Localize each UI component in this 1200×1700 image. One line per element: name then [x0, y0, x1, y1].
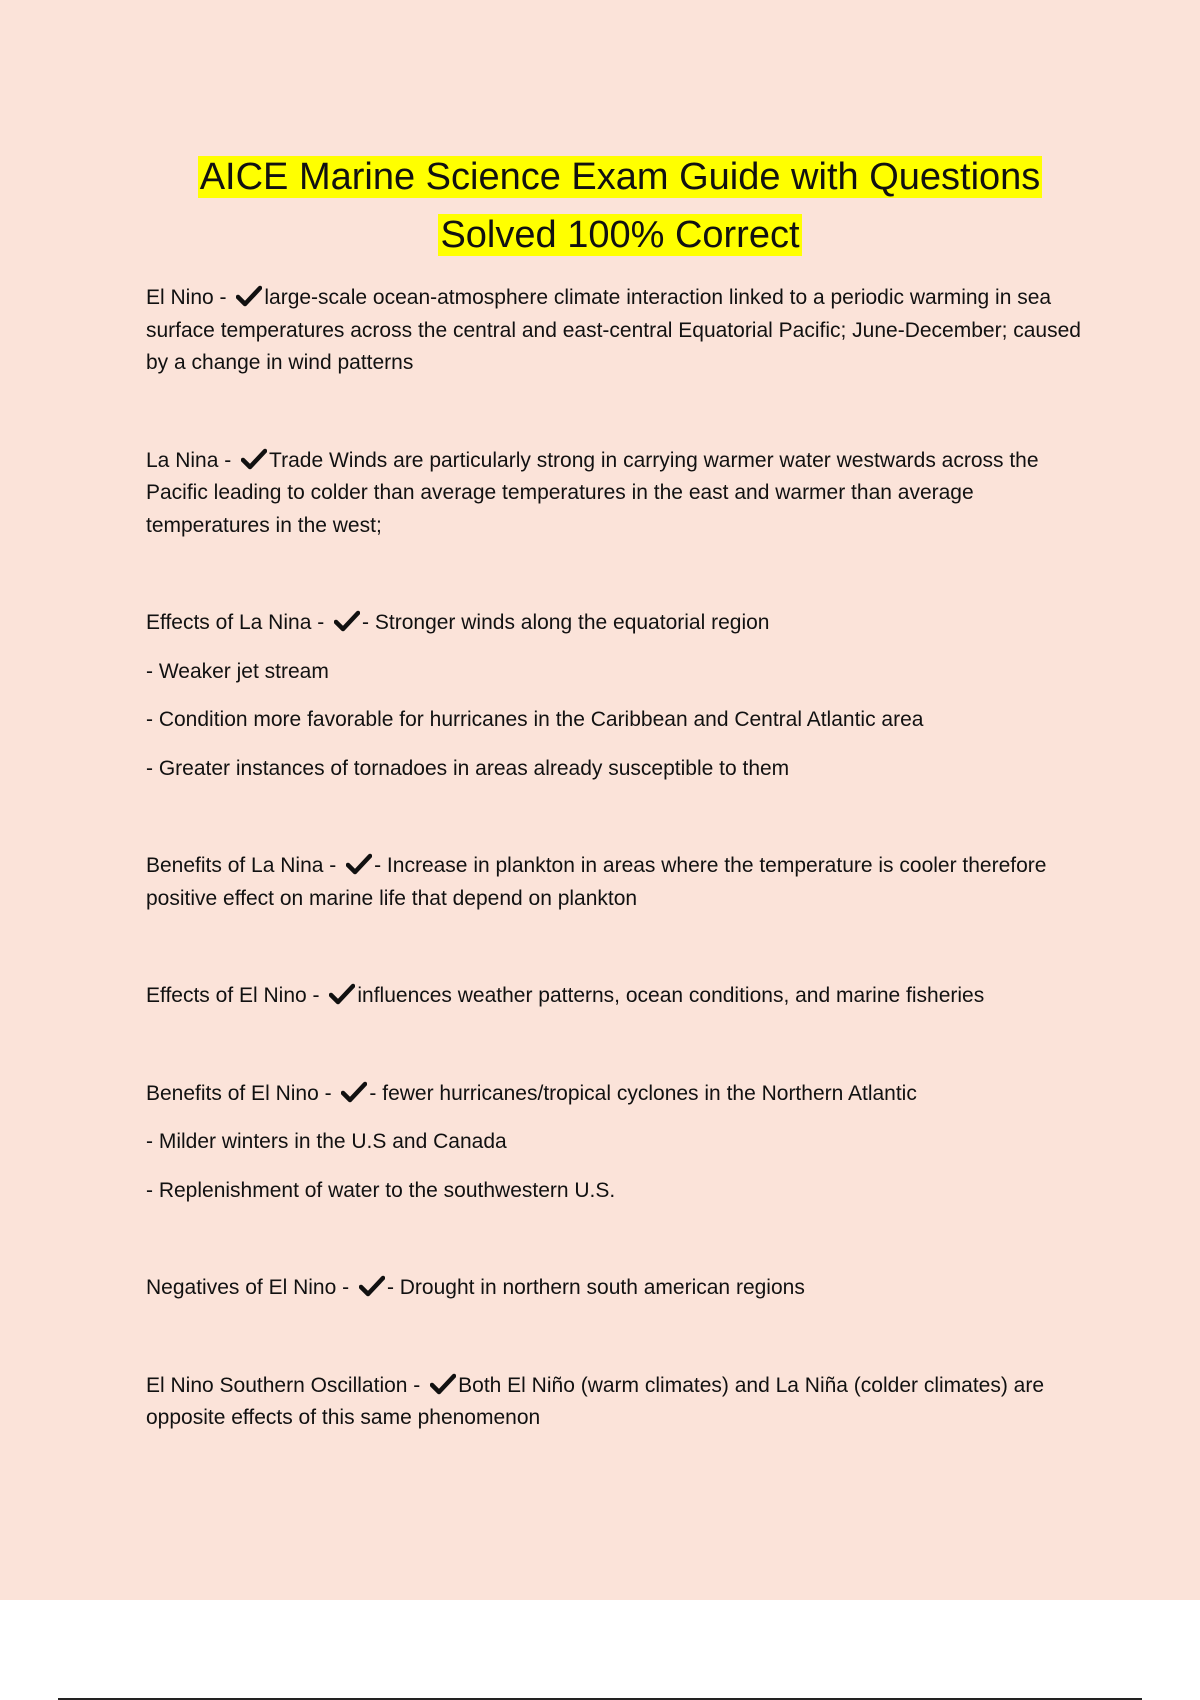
qa-entry: [146, 1272, 1094, 1305]
title-line-2: Solved 100% Correct: [440, 214, 800, 256]
checkmark-icon: [241, 448, 267, 470]
qa-entry: [146, 1078, 1094, 1208]
qa-entry: [146, 445, 1094, 543]
entry-term: Benefits of El Nino -: [146, 1081, 338, 1105]
entry-first-line: [146, 980, 1094, 1013]
entry-text: - Replenishment of water to the southwestern U.S.: [146, 1178, 616, 1202]
entry-first-line: [146, 282, 1094, 380]
entry-first-line: [146, 850, 1094, 915]
qa-entry: [146, 282, 1094, 380]
title-line-1: AICE Marine Science Exam Guide with Questions: [199, 156, 1041, 198]
document-title: [146, 148, 1094, 264]
entry-text: - Weaker jet stream: [146, 659, 329, 683]
entry-term: Effects of El Nino -: [146, 984, 326, 1007]
document-body: [146, 148, 1094, 1500]
entry-text: influences weather patterns, ocean conditions, and marine fisheries: [357, 984, 985, 1007]
entry-bullet-line: [146, 656, 1094, 689]
entry-term: La Nina -: [146, 448, 238, 472]
entry-text: - Stronger winds along the equatorial region: [362, 611, 770, 634]
entry-bullet-line: [146, 704, 1094, 737]
qa-entry: [146, 1370, 1094, 1435]
entry-term: Effects of La Nina -: [146, 611, 331, 634]
entry-text: - Greater instances of tornadoes in areas already susceptible to them: [146, 756, 790, 780]
entry-text: Both El Niño (warm climates) and La Niña (colder climates) are opposite effects of this same phenomenon: [146, 1373, 1045, 1429]
entry-first-line: [146, 607, 1094, 640]
qa-entry: [146, 850, 1094, 915]
checkmark-icon: [359, 1275, 385, 1297]
entry-text: Trade Winds are particularly strong in carrying warmer water westwards across the Pacific leading to colder than average temperatures in the east and warmer than average temperatures in the west;: [146, 448, 1039, 537]
qa-entry: [146, 980, 1094, 1013]
checkmark-icon: [334, 610, 360, 632]
entry-text: - Condition more favorable for hurricanes in the Caribbean and Central Atlantic area: [146, 708, 924, 731]
entry-bullet-line: [146, 1126, 1094, 1159]
entry-list: [146, 282, 1094, 1435]
entry-first-line: [146, 445, 1094, 543]
checkmark-icon: [430, 1373, 456, 1395]
qa-entry: [146, 607, 1094, 785]
checkmark-icon: [236, 285, 262, 307]
checkmark-icon: [341, 1081, 367, 1103]
entry-term: El Nino Southern Oscillation -: [146, 1373, 427, 1397]
entry-text: large-scale ocean-atmosphere climate interaction linked to a periodic warming in sea surface temperatures across the central and east-central Equatorial Pacific; June-December; caused by a change in wind patterns: [146, 286, 1081, 374]
entry-text: - Increase in plankton in areas where the temperature is cooler therefore positive effect on marine life that depend on plankton: [146, 854, 1047, 910]
entry-bullet-line: [146, 753, 1094, 786]
entry-text: - fewer hurricanes/tropical cyclones in the Northern Atlantic: [369, 1081, 917, 1105]
entry-term: Benefits of La Nina -: [146, 854, 343, 877]
entry-first-line: [146, 1370, 1094, 1435]
entry-term: El Nino -: [146, 286, 233, 309]
checkmark-icon: [329, 983, 355, 1005]
entry-text: - Drought in northern south american regions: [386, 1276, 805, 1299]
entry-first-line: [146, 1272, 1094, 1305]
checkmark-icon: [346, 853, 372, 875]
entry-term: Negatives of El Nino -: [146, 1276, 355, 1299]
entry-text: - Milder winters in the U.S and Canada: [146, 1130, 507, 1153]
entry-bullet-line: [146, 1175, 1094, 1208]
entry-first-line: [146, 1078, 1094, 1111]
